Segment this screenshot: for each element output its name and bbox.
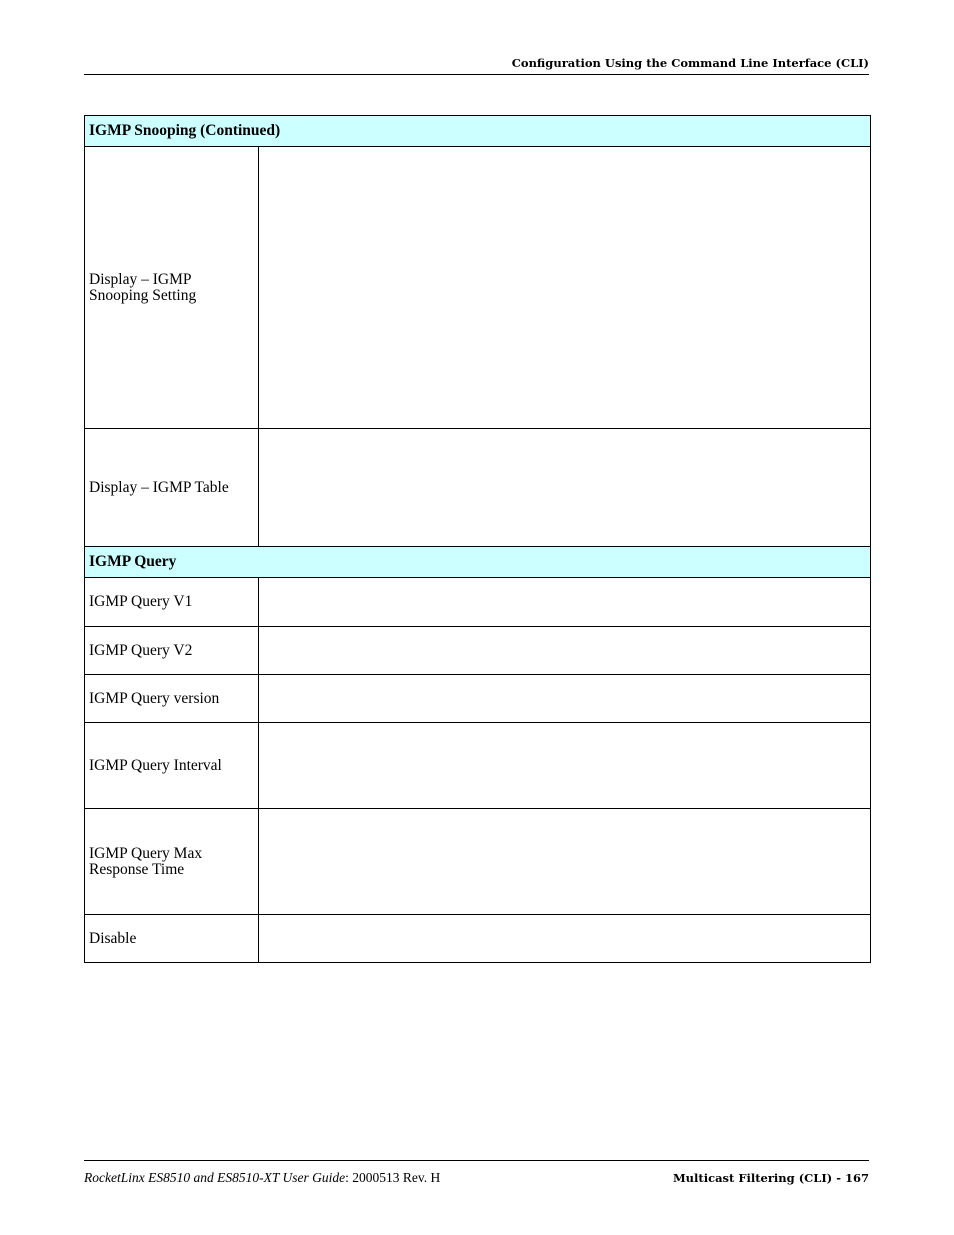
row-label: IGMP Query V1: [85, 578, 259, 627]
table-row: [85, 578, 871, 627]
table-row: [85, 809, 871, 915]
section-header-igmp-query: [85, 547, 871, 578]
row-description: [259, 627, 871, 675]
table-row: [85, 915, 871, 963]
document-number: : 2000513 Rev. H: [345, 1170, 441, 1185]
section-title: IGMP Query: [85, 547, 871, 578]
row-label: IGMP Query Interval: [85, 723, 259, 809]
table-row: [85, 723, 871, 809]
section-header-igmp-snooping: [85, 116, 871, 147]
row-description: [259, 429, 871, 547]
row-description: [259, 723, 871, 809]
row-description: [259, 147, 871, 429]
igmp-command-table: [84, 115, 871, 963]
table-row: [85, 429, 871, 547]
table-row: [85, 627, 871, 675]
footer-document-info: [84, 1170, 440, 1186]
row-label: IGMP Query V2: [85, 627, 259, 675]
row-description: [259, 915, 871, 963]
row-description: [259, 578, 871, 627]
table-row: [85, 675, 871, 723]
header-divider: [84, 74, 869, 75]
running-header: Configuration Using the Command Line Interface (CLI): [511, 56, 869, 70]
row-label: Disable: [85, 915, 259, 963]
row-label: IGMP Query Max Response Time: [85, 809, 259, 915]
footer-divider: [84, 1160, 869, 1161]
guide-title: RocketLinx ES8510 and ES8510-XT User Guide: [84, 1170, 346, 1185]
row-description: [259, 675, 871, 723]
row-description: [259, 809, 871, 915]
table-row: [85, 147, 871, 429]
page-number-label: Multicast Filtering (CLI) - 167: [672, 1171, 869, 1185]
section-title: IGMP Snooping (Continued): [85, 116, 871, 147]
row-label: Display – IGMP Snooping Setting: [85, 147, 259, 429]
row-label: Display – IGMP Table: [85, 429, 259, 547]
row-label: IGMP Query version: [85, 675, 259, 723]
